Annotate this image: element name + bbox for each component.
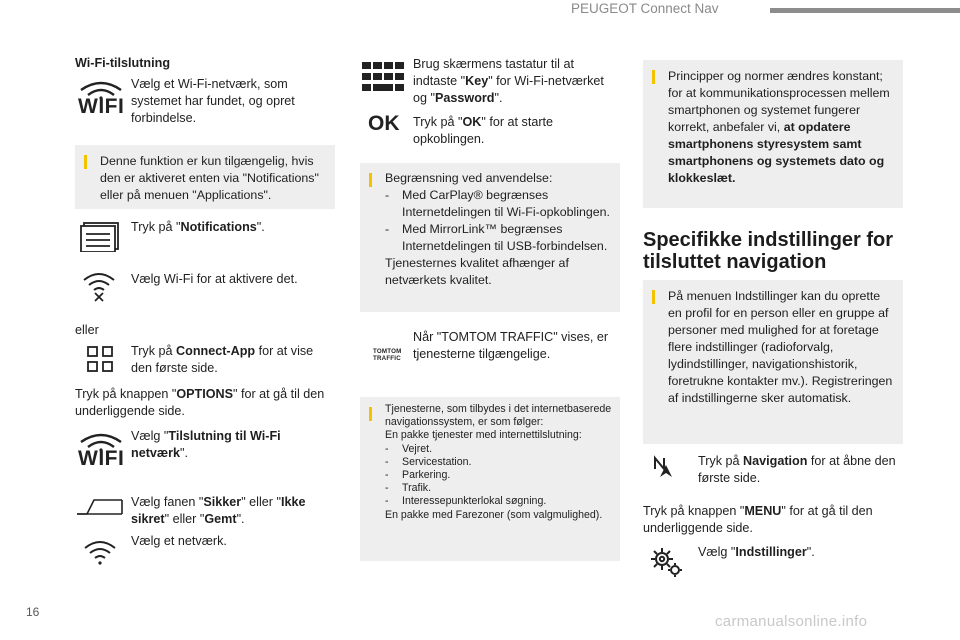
or-label: eller (75, 323, 99, 337)
wifi-icon-label: WIFI (78, 447, 125, 470)
info-icon (369, 407, 372, 421)
step-settings: Vælg "Indstillinger". (698, 545, 815, 559)
ok-icon: OK (368, 112, 400, 135)
settings-gear-icon (649, 546, 683, 578)
info-box-availability (75, 145, 335, 209)
info-icon (652, 290, 655, 304)
watermark: carmanualsonline.info (715, 613, 868, 630)
info-box-text: Denne funktion er kun tilgængelig, hvis den er aktiveret enten via "Notifications" eller på menuen "Applications". (100, 154, 319, 202)
wifi-off-icon (82, 270, 116, 304)
step-options: Tryk på knappen "OPTIONS" for at gå til den underliggende side. (75, 387, 325, 418)
info-icon (652, 70, 655, 84)
info-box-text: Tjenesterne, som tilbydes i det internetbaserede navigationssystem, er som følger: En pakke tjenester med internettilslutning: - Vejret. - Servicestation. - Parkering. - Trafik. - Interessepunkterlokal søgning. En pakke med Farezoner (som valgmulighed). (385, 403, 612, 521)
info-box-text: Begrænsning ved anvendelse: - Med CarPlay® begrænses Internetdelingen til Wi-Fi-opkoblingen. - Med MirrorLink™ begrænses Internetdelingen til USB-forbindelsen. Tjenesternes kvalitet afhænger af netværkets kvalitet. (385, 171, 610, 287)
step-tomtom-traffic: Når "TOMTOM TRAFFIC" vises, er tjenesterne tilgængelige. (413, 330, 609, 361)
connect-app-icon (86, 345, 114, 373)
info-box-profiles (643, 280, 903, 444)
wifi-network-icon (83, 538, 117, 566)
step-press-ok: Tryk på "OK" for at starte opkoblingen. (413, 115, 554, 146)
step-notifications: Tryk på "Notifications". (131, 220, 265, 234)
step-connect-app: Tryk på Connect-App for at vise den første side. (131, 344, 314, 375)
info-box-standards (643, 60, 903, 208)
info-box-text: På menuen Indstillinger kan du oprette en profil for en person eller en gruppe af personer med mulighed for at foretage flere indstillinger (radioforvalg, lydindstillinger, navigationshistorik, foretrukne kontakter mv.). Registreringen af indstillingerne sker automatisk. (668, 289, 893, 405)
navigation-icon (652, 455, 674, 479)
info-box-services (360, 397, 620, 561)
step-navigation: Tryk på Navigation for at åbne den første side. (698, 454, 896, 485)
info-box-limitations (360, 163, 620, 312)
tab-icon (76, 498, 124, 516)
step-select-network-final: Vælg et netværk. (131, 534, 227, 548)
section-title-connected-navigation: Specifikke indstillinger for tilsluttet navigation (643, 229, 894, 273)
step-enter-key: Brug skærmens tastatur til at indtaste "Key" for Wi-Fi-netværket og "Password". (413, 57, 604, 105)
running-header: PEUGEOT Connect Nav (571, 1, 719, 16)
notifications-icon (80, 222, 120, 252)
step-menu: Tryk på knappen "MENU" for at gå til den underliggende side. (643, 504, 873, 535)
section-heading-wifi: Wi-Fi-tilslutning (75, 56, 171, 70)
step-activate-wifi: Vælg Wi-Fi for at aktivere det. (131, 272, 298, 286)
info-icon (84, 155, 87, 169)
page-number: 16 (26, 605, 40, 619)
wifi-icon (78, 80, 124, 122)
step-wifi-network: Vælg "Tilslutning til Wi-Fi netværk". (131, 429, 281, 460)
wifi-icon (78, 432, 124, 474)
wifi-icon-label: WIFI (78, 95, 125, 118)
step-select-tab: Vælg fanen "Sikker" eller "Ikke sikret" eller "Gemt". (131, 495, 306, 526)
keyboard-icon (362, 62, 404, 92)
info-icon (369, 173, 372, 187)
header-bar (770, 8, 960, 13)
tomtom-traffic-icon: TOMTOM TRAFFIC (373, 348, 402, 362)
step-select-network: Vælg et Wi-Fi-netværk, som systemet har fundet, og opret forbindelse. (131, 77, 295, 125)
info-box-text: Principper og normer ændres konstant; for at kommunikationsprocessen mellem smartphonen og systemet fungerer korrekt, anbefaler vi, at opdatere smartphonens styresystem samt smartphonens og systemets dato og klokkeslæt. (668, 69, 890, 185)
